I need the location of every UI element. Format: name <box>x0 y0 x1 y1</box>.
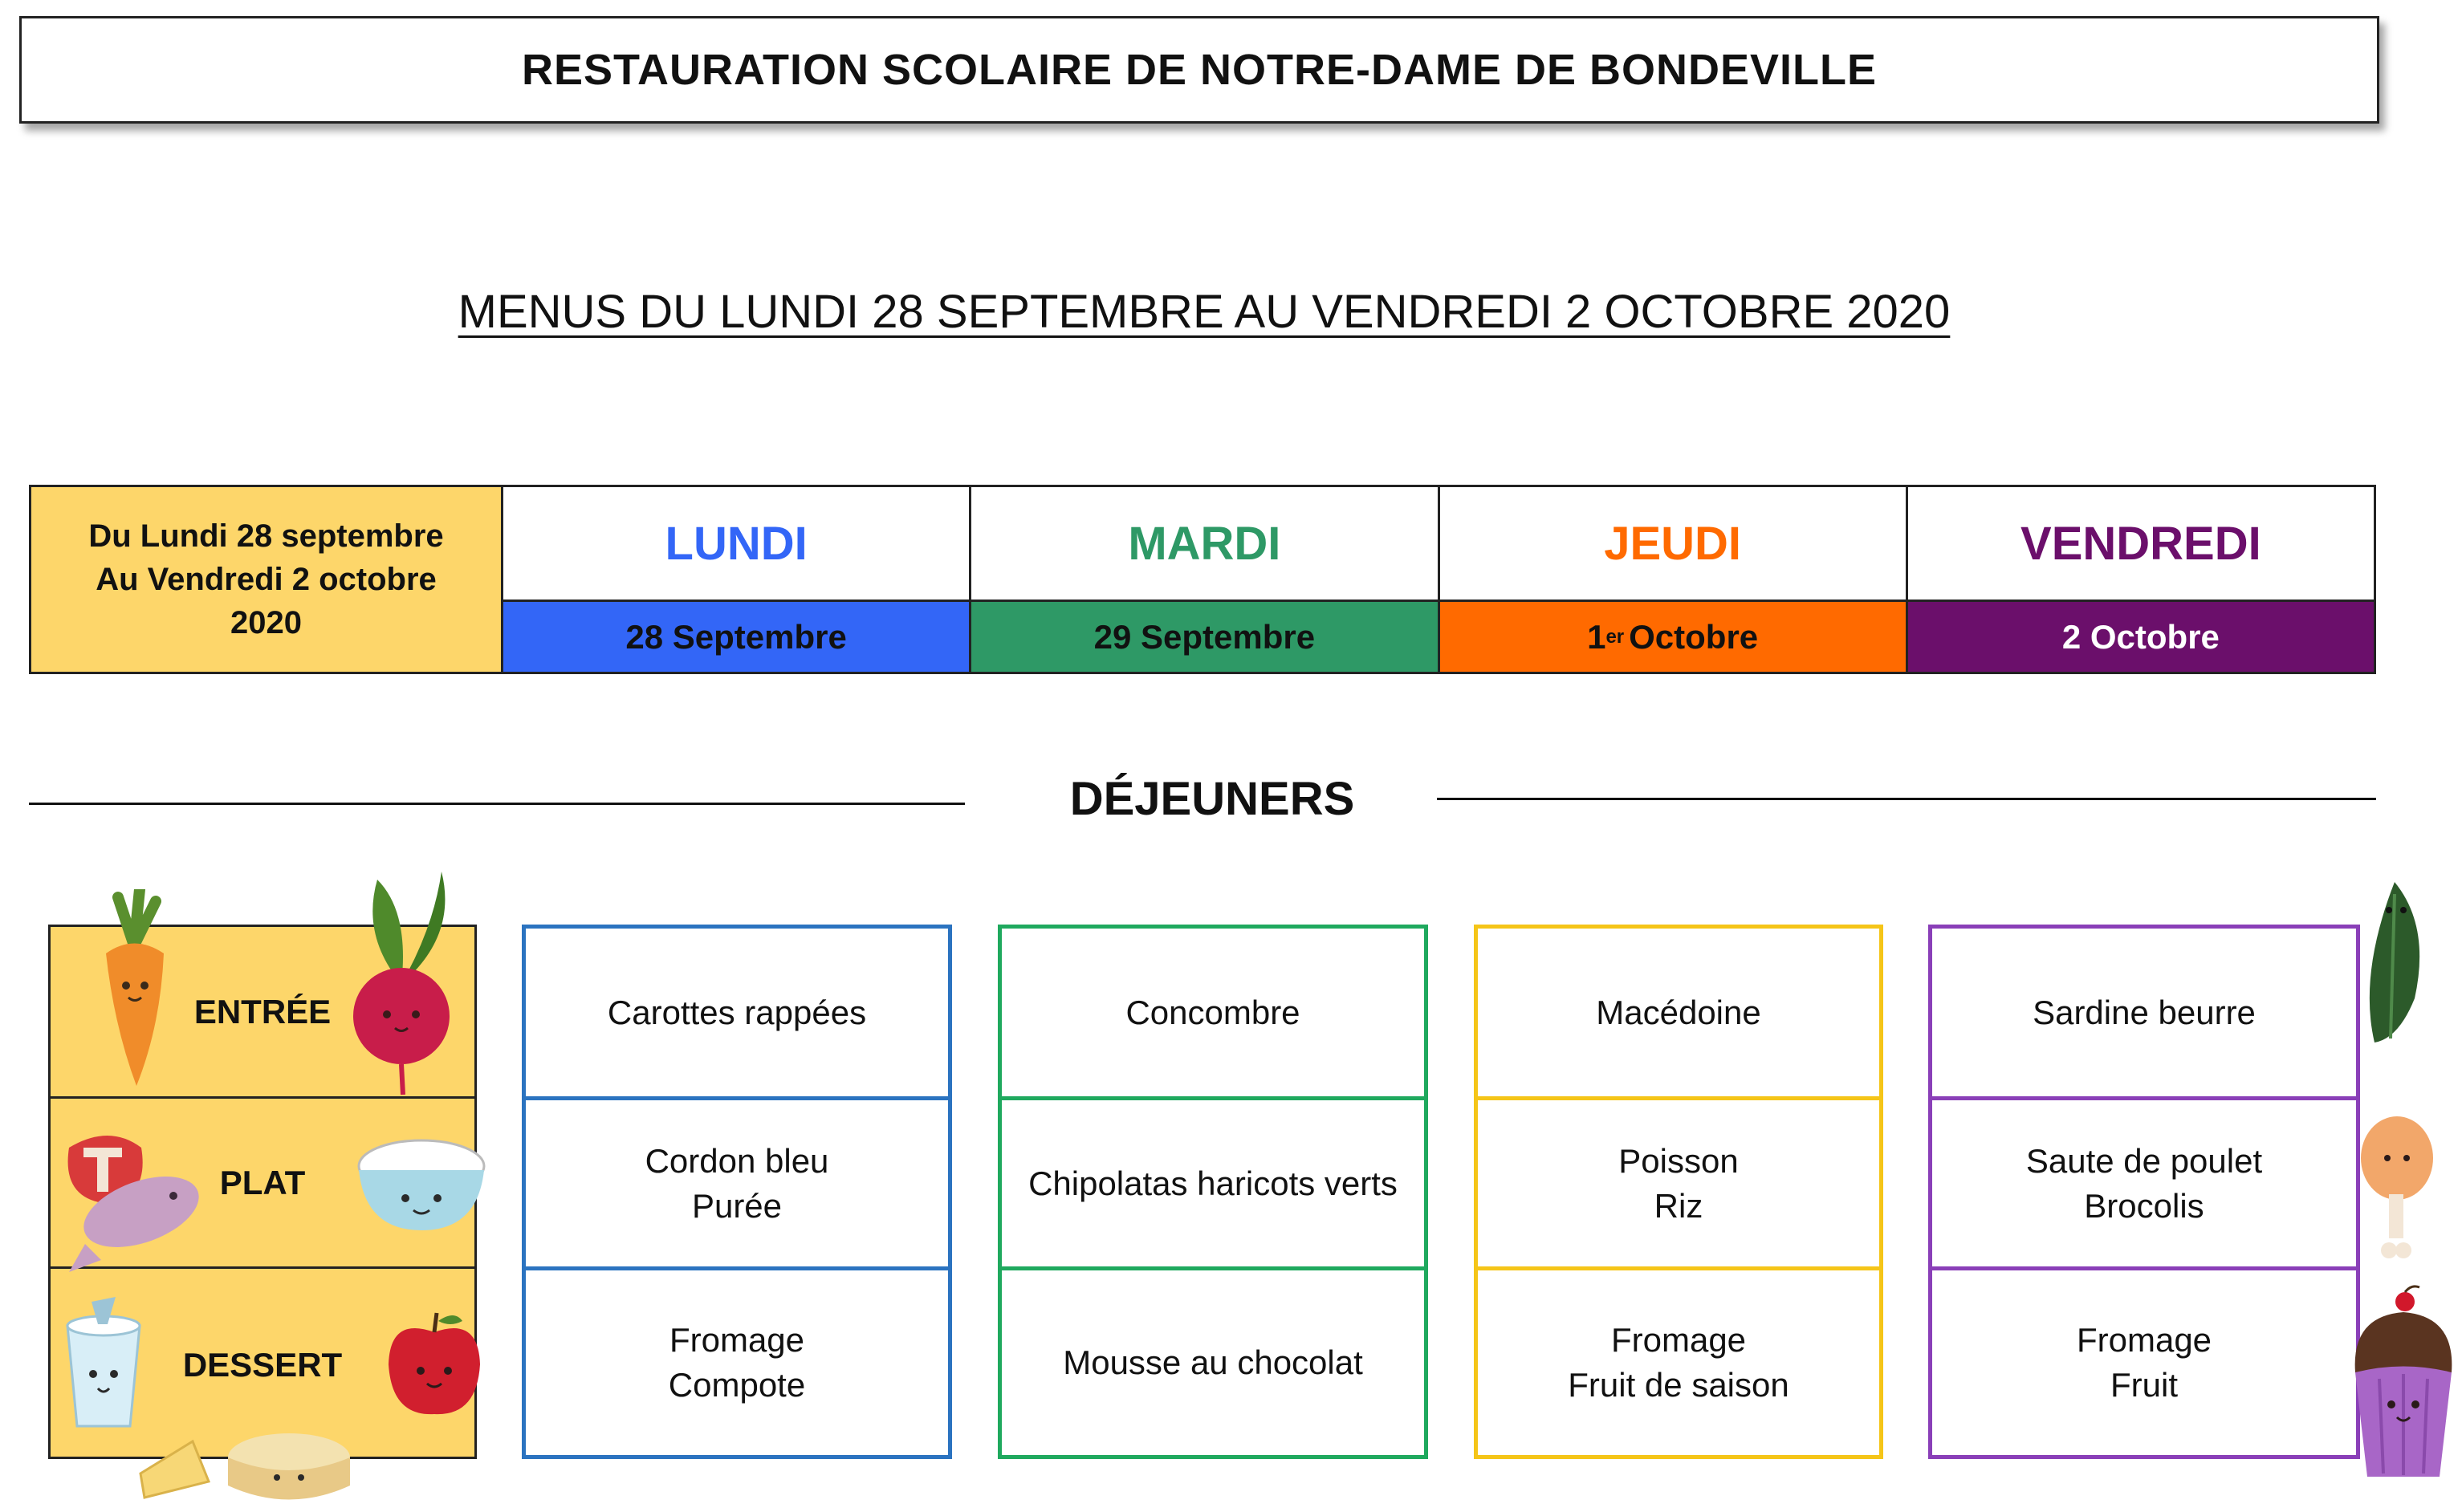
menu-dessert: Mousse au chocolat <box>1063 1343 1363 1381</box>
fish-icon <box>69 1156 206 1276</box>
day-name: JEUDI <box>1440 487 1906 602</box>
day-column-lundi <box>503 487 971 672</box>
menu-card-vendredi <box>1928 925 2360 1459</box>
menu-entree: Macédoine <box>1478 929 1879 1100</box>
day-name: VENDREDI <box>1908 487 2374 602</box>
day-date-month: Octobre <box>1629 617 1759 656</box>
menu-entree: Sardine beurre <box>1932 929 2356 1100</box>
cupcake-icon <box>2347 1284 2460 1485</box>
day-date: 2 Octobre <box>1908 602 2374 672</box>
day-column-jeudi <box>1440 487 1908 672</box>
divider-left <box>29 803 965 805</box>
menu-plat: Cordon bleu Purée <box>526 1100 948 1270</box>
spinach-icon <box>2358 878 2431 1047</box>
day-date: 28 Septembre <box>503 602 969 672</box>
rice-bowl-icon <box>353 1130 490 1234</box>
day-date-suffix: er <box>1605 625 1625 648</box>
week-header-table <box>29 485 2376 674</box>
divider-right <box>1437 798 2376 800</box>
day-column-vendredi <box>1908 487 2374 672</box>
carrot-icon <box>90 889 178 1090</box>
menu-plat: Chipolatas haricots verts <box>1002 1100 1424 1270</box>
menu-plat: Saute de poulet Brocolis <box>1932 1100 2356 1270</box>
day-column-mardi <box>971 487 1439 672</box>
day-date-number: 1 <box>1587 617 1606 656</box>
menu-card-mardi <box>998 925 1428 1459</box>
day-name: MARDI <box>971 487 1437 602</box>
menu-plat: Poisson Riz <box>1478 1100 1879 1270</box>
menu-card-jeudi <box>1474 925 1883 1459</box>
menu-entree: Concombre <box>1002 929 1424 1100</box>
category-dessert: DESSERT <box>182 1346 343 1384</box>
page-title: RESTAURATION SCOLAIRE DE NOTRE-DAME DE BONDEVILLE <box>19 16 2379 124</box>
week-range-label: Du Lundi 28 septembre Au Vendredi 2 octobre 2020 <box>31 487 503 672</box>
menu-week-subtitle: MENUS DU LUNDI 28 SEPTEMBRE AU VENDREDI 2 OCTOBRE 2020 <box>458 286 1951 338</box>
menu-entree: Carottes rappées <box>526 929 948 1100</box>
menu-dessert: Fromage Fruit <box>2076 1321 2212 1404</box>
day-date <box>1440 602 1906 672</box>
menu-card-lundi <box>522 925 952 1459</box>
chicken-leg-icon <box>2357 1114 2437 1258</box>
category-entree: ENTRÉE <box>51 927 474 1099</box>
menu-dessert: Fromage Compote <box>668 1321 806 1404</box>
apple-icon <box>382 1308 486 1421</box>
yogurt-icon <box>59 1294 148 1430</box>
category-plat: PLAT <box>51 1099 474 1269</box>
section-title: DÉJEUNERS <box>1069 773 1355 825</box>
day-date: 29 Septembre <box>971 602 1437 672</box>
radish-icon <box>345 864 458 1096</box>
menu-dessert: Fromage Fruit de saison <box>1568 1321 1789 1404</box>
day-name: LUNDI <box>503 487 969 602</box>
cheese-icon <box>136 1409 353 1509</box>
